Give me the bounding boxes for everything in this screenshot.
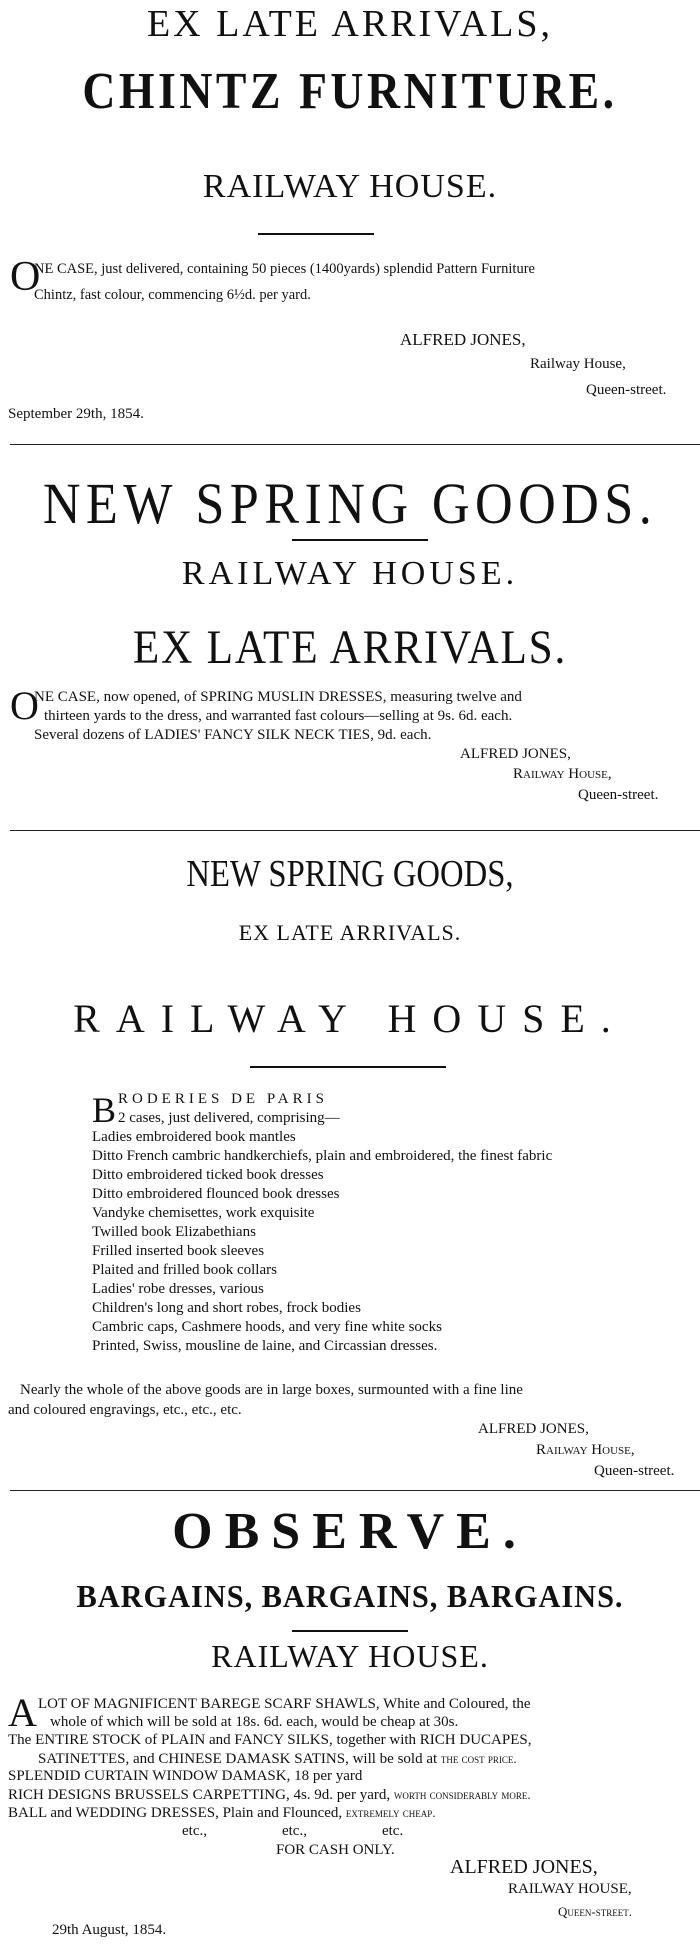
ad1-rule (258, 233, 374, 235)
ad3-rule (250, 1066, 446, 1068)
ad4-body-line-5: SPLENDID CURTAIN WINDOW DAMASK, 18 per yard (8, 1768, 363, 1784)
ad3-note-line-1: Nearly the whole of the above goods are in large boxes, surmounted with a fine line (20, 1382, 523, 1398)
ad1-headline-3: RAILWAY HOUSE. (202, 168, 498, 205)
ad1-signature-street: Queen-street. (586, 382, 667, 398)
ad4-body-line-3: The ENTIRE STOCK of PLAIN and FANCY SILKS, together with RICH DUCAPES, (8, 1732, 532, 1748)
ad3-item-12: Cambric caps, Cashmere hoods, and very fine white socks (92, 1319, 442, 1335)
ad2-signature-name: ALFRED JONES, (460, 746, 571, 762)
divider-1 (10, 444, 700, 445)
ad2-signature-street: Queen-street. (578, 787, 659, 803)
ad3-headline-3: RAILWAY HOUSE. (73, 996, 627, 1041)
ad4-cash-only: FOR CASH ONLY. (276, 1842, 395, 1858)
ad4-etc-line: etc., etc., etc. (182, 1823, 404, 1839)
ad3-item-2: Ladies embroidered book mantles (92, 1129, 296, 1145)
ad4-body-line-4-text: SATINETTES, and CHINESE DAMASK SATINS, will be sold at (38, 1751, 441, 1767)
ad4-body-line-6 (8, 1785, 531, 1805)
ad3-note-line-2: and coloured engravings, etc., etc., etc. (8, 1402, 242, 1418)
ad4-body-line-4 (38, 1749, 517, 1769)
ad4-signature-street: Queen-street. (558, 1904, 632, 1919)
ad4-dropcap: A (8, 1690, 37, 1735)
ad2-headline-2: RAILWAY HOUSE. (181, 555, 519, 592)
ad3-item-13: Printed, Swiss, mousline de laine, and Circassian dresses. (92, 1338, 438, 1354)
ad4-body-line-7-cheap: extremely cheap. (345, 1805, 436, 1820)
ad4-signature-name: ALFRED JONES, (450, 1856, 598, 1878)
ad1-body-line-2: Chintz, fast colour, commencing 6½d. per yard. (34, 287, 311, 303)
ad4-rule (292, 1630, 408, 1632)
ad1-headline-2: CHINTZ FURNITURE. (82, 63, 618, 120)
ad3-signature-street: Queen-street. (594, 1463, 675, 1479)
ad2-dropcap: O (10, 683, 39, 728)
ad3-item-4: Ditto embroidered ticked book dresses (92, 1167, 324, 1183)
ad4-headline-1: OBSERVE. (172, 1503, 528, 1560)
ad3-item-6: Vandyke chemisettes, work exquisite (92, 1205, 315, 1221)
ad3-item-7: Twilled book Elizabethians (92, 1224, 256, 1240)
ad3-item-8: Frilled inserted book sleeves (92, 1243, 265, 1259)
ad1-dropcap: O (10, 254, 41, 300)
ad2-headline-1: NEW SPRING GOODS. (42, 471, 658, 536)
ad3-headline-2: EX LATE ARRIVALS. (238, 920, 462, 945)
ad3-item-1: 2 cases, just delivered, comprising— (118, 1110, 340, 1126)
ad1-signature-place: Railway House, (530, 356, 626, 372)
ad2-body-line-3: Several dozens of LADIES' FANCY SILK NECK TIES, 9d. each. (34, 727, 432, 743)
ad4-body-line-2: whole of which will be sold at 18s. 6d. each, would be cheap at 30s. (50, 1714, 459, 1730)
ad2-body-line-2: thirteen yards to the dress, and warranted fast colours—selling at 9s. 6d. each. (44, 708, 513, 724)
ad3-item-0: RODERIES DE PARIS (118, 1091, 328, 1107)
ad4-body-line-1: LOT OF MAGNIFICENT BAREGE SCARF SHAWLS, White and Coloured, the (38, 1696, 531, 1712)
ad4-body-line-6-text: RICH DESIGNS BRUSSELS CARPETTING, 4s. 9d. per yard, (8, 1787, 394, 1803)
divider-3 (10, 1490, 700, 1491)
ad1-signature-name: ALFRED JONES, (400, 330, 526, 349)
ad3-dropcap: B (92, 1090, 117, 1130)
ad3-item-9: Plaited and frilled book collars (92, 1262, 277, 1278)
ad3-headline-1: NEW SPRING GOODS, (186, 853, 514, 895)
ad1-headline-1: EX LATE ARRIVALS, (146, 3, 554, 45)
ad4-date: 29th August, 1854. (52, 1922, 167, 1938)
ad2-signature-place: Railway House, (513, 766, 612, 782)
ad3-item-11: Children's long and short robes, frock bodies (92, 1300, 361, 1316)
ad4-headline-3: RAILWAY HOUSE. (211, 1638, 489, 1674)
ad4-headline-2: BARGAINS, BARGAINS, BARGAINS. (76, 1578, 624, 1614)
divider-2 (10, 830, 700, 831)
ad1-date: September 29th, 1854. (8, 406, 144, 422)
ad3-item-5: Ditto embroidered flounced book dresses (92, 1186, 340, 1202)
ad3-item-3: Ditto French cambric handkerchiefs, plain and embroidered, the finest fabric (92, 1148, 553, 1164)
ad4-body-line-7-text: BALL and WEDDING DRESSES, Plain and Flounced, (8, 1805, 346, 1821)
ad4-body-line-4-price: the cost price. (440, 1751, 517, 1766)
ad4-body-line-6-worth: worth considerably more. (393, 1787, 531, 1802)
ad3-item-10: Ladies' robe dresses, various (92, 1281, 264, 1297)
ad2-rule (292, 539, 428, 541)
ad4-signature-place: RAILWAY HOUSE, (508, 1881, 632, 1897)
ad3-signature-name: ALFRED JONES, (478, 1421, 589, 1437)
ad2-headline-3: EX LATE ARRIVALS. (132, 621, 568, 674)
ad1-body-line-1: NE CASE, just delivered, containing 50 pieces (1400yards) splendid Pattern Furniture (34, 261, 535, 277)
ad3-signature-place: Railway House, (536, 1442, 635, 1458)
ad2-body-line-1: NE CASE, now opened, of SPRING MUSLIN DRESSES, measuring twelve and (34, 689, 522, 705)
ad4-body-line-7 (8, 1803, 436, 1823)
